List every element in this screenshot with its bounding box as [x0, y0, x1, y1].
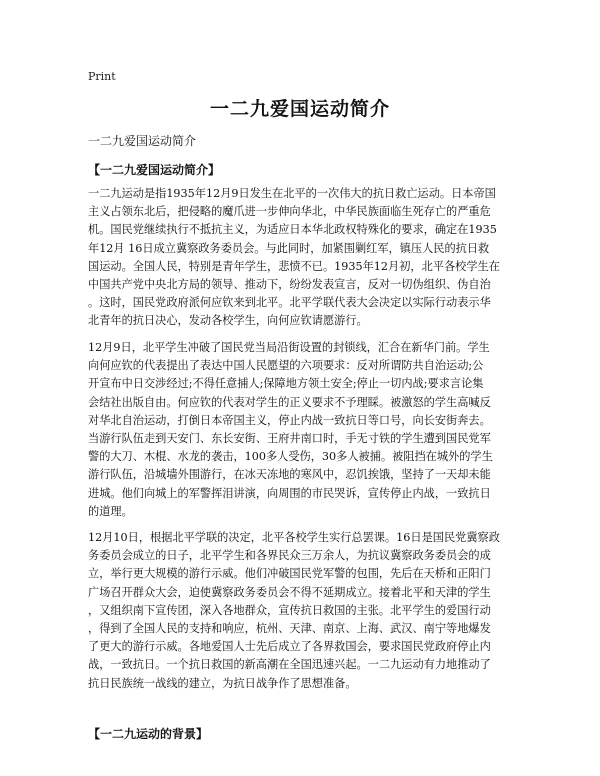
paragraph-line: 向何应钦的代表提出了表达中国人民愿望的六项要求：反对所谓防共自治运动;公: [88, 359, 484, 373]
paragraph-line: 。这时，国民党政府派何应钦来到北平。北平学联代表大会决定以实际行动表示华: [88, 296, 491, 310]
paragraph-line: 游行队伍，沿城墙外围游行，在冰天冻地的寒风中，忍饥挨饿，坚持了一天却未能: [88, 468, 491, 482]
paragraph-line: ，得到了全国人民的支持和响应，杭州、天津、南京、上海、武汉、南宁等地爆发: [88, 621, 491, 635]
paragraph-line: 会结社出版自由。何应钦的代表对学生的正义要求不予理睬。被激怒的学生高喊反: [88, 395, 491, 409]
section-heading-background: 【一二九运动的背景】: [88, 727, 209, 741]
paragraph-line: 机。国民党继续执行不抵抗主义，为适应日本华北政权特殊化的要求，确定在1935: [88, 223, 497, 237]
paragraph-line: 务委员会成立的日子，北平学生和各界民众三万余人，为抗议冀察政务委员会的成: [88, 549, 491, 563]
paragraph-line: 对华北自治运动，打倒日本帝国主义，停止内战一致抗日等口号，向长安街奔去。: [88, 413, 491, 427]
paragraph-line: 一二九运动是指1935年12月9日发生在北平的一次伟大的抗日救亡运动。日本帝国: [88, 187, 496, 200]
paragraph-line: ，又组织南下宣传团，深入各地群众，宣传抗日救国的主张。北平学生的爱国行动: [88, 603, 491, 617]
paragraph-line: 抗日民族统一战线的建立，为抗日战争作了思想准备。: [88, 676, 357, 690]
paragraph-line: 12月10日，根据北平学联的决定，北平各校学生实行总罢课。16日是国民党冀察政: [88, 531, 500, 544]
paragraph-line: 北青年的抗日决心，发动各校学生，向何应钦请愿游行。: [88, 314, 368, 328]
paragraph-line: 战，一致抗日。一个抗日救国的新高潮在全国迅速兴起。一二九运动有力地推动了: [88, 658, 491, 672]
paragraph-2: [88, 339, 512, 521]
paragraph-line: 广场召开群众大会，迫使冀察政务委员会不得不延期成立。接着北平和天津的学生: [88, 585, 491, 599]
document-subtitle: 一二九爱国运动简介: [88, 134, 197, 148]
paragraph-line: 年12月 16日成立冀察政务委员会。与此同时，加紧围剿红军，镇压人民的抗日救: [88, 241, 490, 255]
paragraph-1: [88, 185, 512, 331]
paragraph-line: 主义占领东北后，把侵略的魔爪进一步伸向华北，中华民族面临生死存亡的严重危: [88, 205, 491, 219]
paragraph-line: 的道理。: [88, 504, 133, 518]
section-heading-introduction: 【一二九爱国运动简介】: [88, 163, 221, 177]
paragraph-line: 12月9日，北平学生冲破了国民党当局沿街设置的封锁线，汇合在新华门前。学生: [88, 341, 490, 354]
paragraph-line: 进城。他们向城上的军警挥泪讲演，向周围的市民哭诉，宣传停止内战，一致抗日: [88, 486, 491, 500]
document-title: 一二九爱国运动简介: [209, 98, 390, 120]
paragraph-line: 当游行队伍走到天安门、东长安街、王府井南口时，手无寸铁的学生遭到国民党军: [88, 431, 491, 445]
print-label: Print: [88, 70, 116, 83]
paragraph-line: 立，举行更大规模的游行示威。他们冲破国民党军警的包围，先后在天桥和正阳门: [88, 567, 491, 581]
paragraph-line: 国运动。全国人民，特别是青年学生，悲愤不已。1935年12月初，北平各校学生在: [88, 259, 500, 273]
paragraph-line: 中国共产党中央北方局的领导、推动下，纷纷发表宣言，反对一切伪组织、伪自治: [88, 277, 491, 291]
paragraph-line: 开宣布中日交涉经过;不得任意捕人;保障地方领土安全;停止一切内战;要求言论集: [88, 377, 484, 391]
paragraph-line: 了更大的游行示威。各地爱国人士先后成立了各界救国会，要求国民党政府停止内: [88, 640, 491, 654]
paragraph-line: 警的大刀、木棍、水龙的袭击，100多人受伤，30多人被捕。被阻挡在城外的学生: [88, 450, 493, 464]
paragraph-3: [88, 529, 512, 693]
